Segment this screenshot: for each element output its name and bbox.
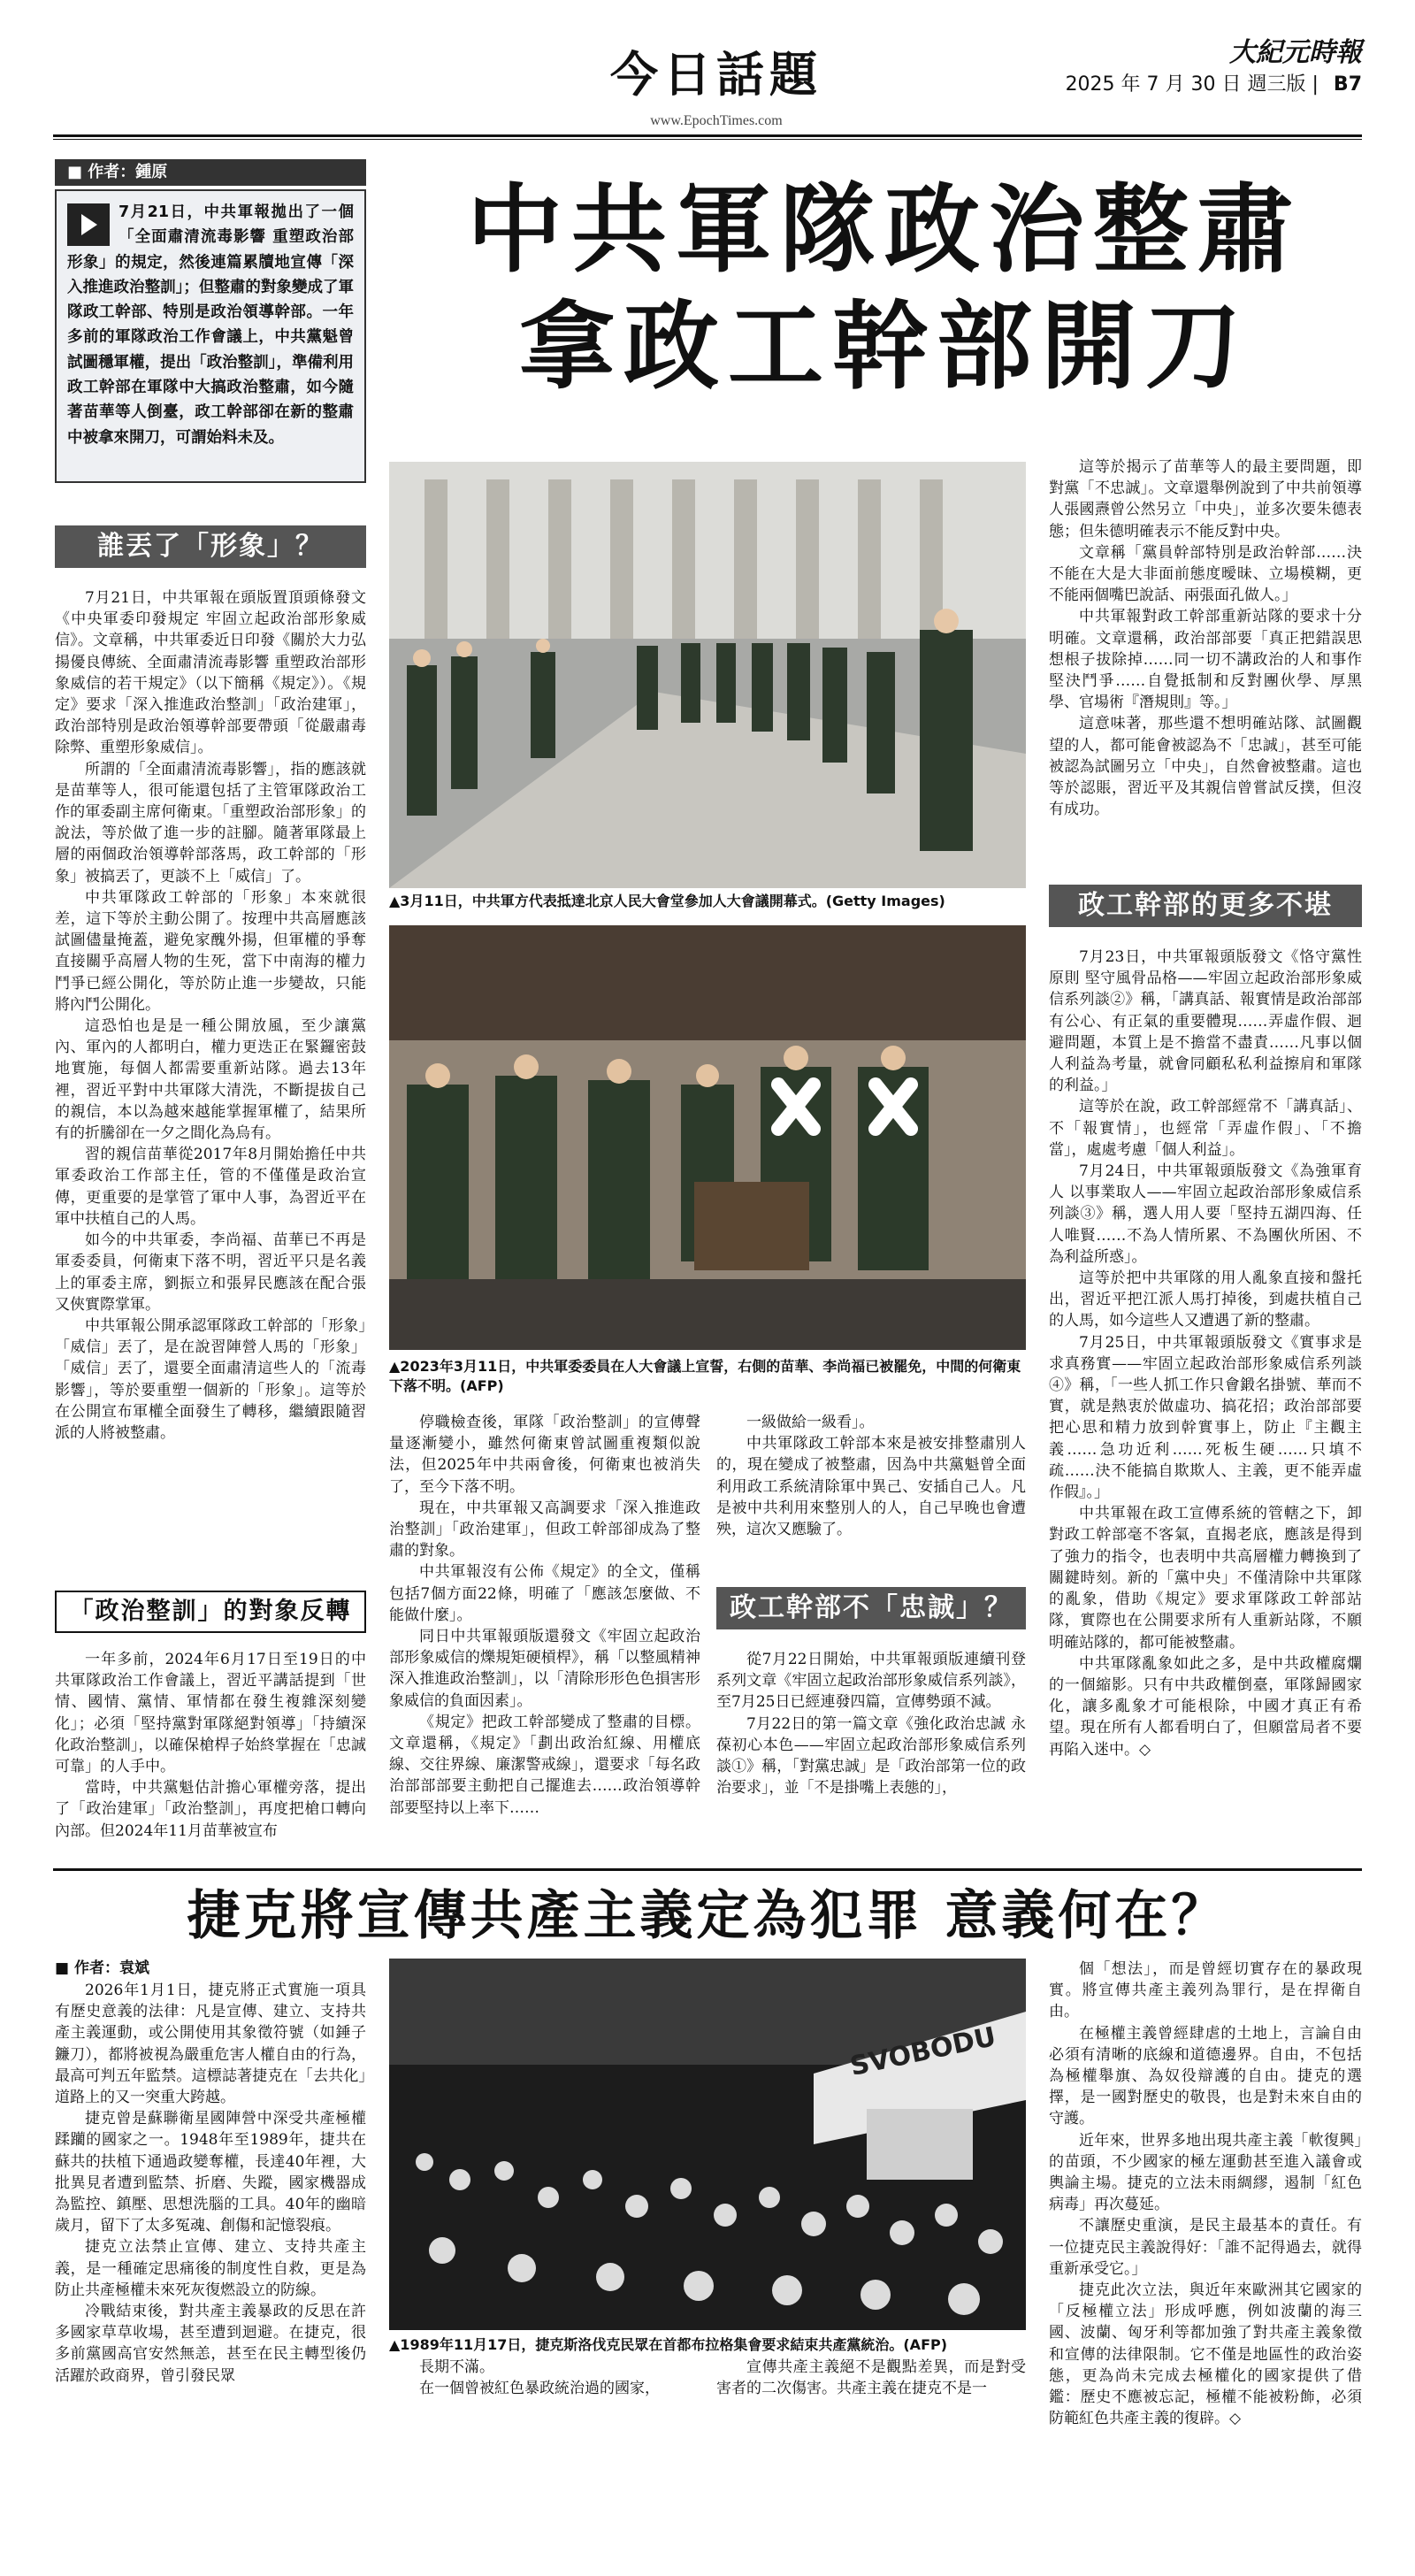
photo-great-hall-image [389,462,1026,888]
lead-box [55,189,366,483]
paragraph: 中共軍報公開承認軍隊政工幹部的「形象」「威信」丟了，是在說習陣營人馬的「形象」「威信」丟了，還要全面肅清這些人的「流毒影響」，等於要重塑一個新的「形象」。這等於在公開宣布軍權全面發生了轉移，繼續跟隨習派的人將被整肅。 [55,1316,366,1442]
article2-headline: 捷克將宣傳共產主義定為犯罪 意義何在？ [187,1885,1228,1947]
paragraph: 7月21日，中共軍報在頭版置頂頭條發文《中央軍委印發規定 牢固立起政治部形象威信》。文章稱，中共軍委近日印發《關於大力弘揚優良傳統、全面肅清流毒影響 重塑政治部形象威信的若干規定》（以下簡稱《規定》）。《規定》要求「深入推進政治整訓」「政治建軍」，政治部特別是政治領導幹部要帶頭「從嚴肅毒除弊、重塑形象威信」。 [55,589,366,757]
paragraph: 中共軍隊政工幹部本來是被安排整肅別人的，現在變成了被整肅，因為中共黨魁曾全面利用政工系統清除軍中異己、安插自己人。凡是被中共利用來整別人的人，自己早晚也會遭殃，這次又應驗了。 [716,1435,1026,1539]
photo-oath-image [389,925,1026,1350]
paragraph: 如今的中共軍委，李尚福、苗華已不再是軍委委員，何衛東下落不明，習近平只是名義上的軍委主席，劉振立和張昇民應該在配合張又俠實際掌軍。 [55,1231,366,1314]
article2-column-c [716,2357,1026,2399]
header-rule [53,134,1362,137]
paragraph: 長期不滿。 [419,2358,494,2376]
paragraph: 所謂的「全面肅清流毒影響」，指的應該就是苗華等人，很可能還包括了主管軍隊政治工作的軍委副主席何衛東。「重塑政治部形象」的說法，等於做了進一步的註腳。隨著軍隊最上層的兩個政治領導幹部落馬，政工幹部的「形象」被搞丟了，更談不上「威信」了。 [55,760,366,886]
site-url[interactable]: www.EpochTimes.com [650,113,783,128]
paragraph: 停職檢查後，軍隊「政治整訓」的宣傳聲量逐漸變小，雖然何衛東曾試圖重複類似說法，但2025年中共兩會後，何衛東也被消失了，至今下落不明。 [389,1414,700,1496]
paragraph: 7月22日的第一篇文章《強化政治忠誠 永葆初心本色——牢固立起政治部形象威信系列談①》稱，「對黨忠誠」是「政治部第一位的政治要求」，並「不是掛嘴上表態的」， [716,1714,1026,1798]
paragraph: 一年多前，2024年6月17日至19日的中共軍隊政治工作會議上，習近平講話提到「世情、國情、黨情、軍情都在發生複雜深刻變化」；必須「堅持黨對軍隊絕對領導」「持續深化政治整訓」，以確保槍桿子始終掌握在「忠誠可靠」的人手中。 [55,1651,366,1776]
paragraph: 這等於在說，政工幹部經常不「講真話」、不「報實情」，也經常「弄虛作假」、「不擔當」，處處考慮「個人利益」。 [1049,1098,1362,1159]
paragraph: 中共軍報沒有公佈《規定》的全文，僅稱包括7個方面22條，明確了「應該怎麼做、不能做什麼」。 [389,1563,700,1624]
column-b [389,1412,700,1819]
paragraph: 個「想法」，而是曾經切實存在的暴政現實。將宣傳共產主義列為罪行，是在捍衛自由。 [1049,1960,1362,2021]
paragraph: 冷戰結束後，對共產主義暴政的反思在許多國家草草收場，甚至遭到迴避。在捷克，很多前黨國高官安然無恙，甚至在民主轉型後仍活躍於政商界，曾引發民眾 [55,2303,366,2385]
article2-photo-caption: ▲1989年11月17日，捷克斯洛伐克民眾在首都布拉格集會要求結束共產黨統治。(AFP) [389,2336,948,2353]
article-divider [53,1868,1362,1871]
author-tag: ■ 作者：鍾原 [55,159,366,186]
column-d2 [1049,947,1362,1760]
lead-text: 7月21日，中共軍報拋出了一個「全面肅清流毒影響 重塑政治部形象」的規定，然後連篇累牘地宣傳「深入推進政治整訓」；但整肅的對象變成了軍隊政工幹部、特別是政治領導幹部。一年多前的軍隊政治工作會議上，中共黨魁曾試圖穩軍權，提出「政治整訓」，準備利用政工幹部在軍隊中大搞政治整肅，如今隨著苗華等人倒臺，政工幹部卻在新的整肅中被拿來開刀，可謂始料未及。 [67,203,354,447]
photo-great-hall [389,462,1026,888]
column-c [716,1412,1026,1540]
paragraph: 宣傳共產主義絕不是觀點差異，而是對受害者的二次傷害。共產主義在捷克不是一 [716,2358,1026,2398]
column-a [55,587,366,1444]
paragraph: 中共軍報對政工幹部重新站隊的要求十分明確。文章還稱，政治部部要「真正把錯誤思想根子拔除掉……同一切不講政治的人和事作堅決鬥爭……自覺抵制和反對團伙學、厚黑學、官場術『潛規則』等。」 [1049,608,1362,712]
date-text: 2025 年 7 月 30 日 週三版 [1065,73,1306,96]
banner-text: SVOBODU [847,2020,999,2083]
article2-column-d [1049,1959,1362,2429]
photo-prague-rally [389,1959,1026,2330]
paragraph: 《規定》把政工幹部變成了整肅的目標。文章還稱，《規定》「劃出政治紅線、用權底線、交往界線、廉潔警戒線」，還要求「每名政治部部部要主動把自己擺進去……政治領導幹部要堅持以上率下…… [389,1713,700,1817]
header-rule-thin [53,139,1362,140]
paragraph: 中共軍隊政工幹部的「形象」本來就很差，這下等於主動公開了。按理中共高層應該試圖儘量掩蓋，避免家醜外揚，但軍權的爭奪直接關乎高層人物的生死，當下中南海的權力鬥爭已經公開化，等於防止進一步變故，只能將內鬥公開化。 [55,888,366,1014]
paragraph: 捷克此次立法，與近年來歐洲其它國家的「反極權立法」形成呼應，例如波蘭的海三國、波蘭、匈牙利等都加強了對共產主義象徵和宣傳的法律限制。它不僅是地區性的政治姿態，更為尚未完成去極權化的國家提供了借鑑：歷史不應被忘記，極權不能被粉飾，必須防範紅色共產主義的復辟。◇ [1049,2281,1362,2428]
paragraph: 一級做給一級看」。 [746,1414,875,1431]
newspaper-logo: 大紀元時報 [1229,37,1362,68]
paragraph: 不讓歷史重演，是民主最基本的責任。有一位捷克民主義說得好：「誰不記得過去，就得重新承受它。」 [1049,2217,1362,2278]
paragraph: 捷克立法禁止宣傳、建立、支持共產主義，是一種確定思痛後的制度性自救，更是為防止共產極權未來死灰復燃設立的防線。 [55,2238,366,2299]
section-title: 今日話題 [610,47,822,103]
photo-caption-1: ▲3月11日，中共軍方代表抵達北京人民大會堂參加人大會議開幕式。(Getty Images) [389,893,945,909]
article2-column-a [55,1980,366,2387]
column-d1 [1049,456,1362,820]
photo-prague-rally-image [389,1959,1026,2330]
paragraph: 捷克曾是蘇聯衛星國陣營中深受共產極權蹂躪的國家之一。1948年至1989年，捷共在蘇共的扶植下通過政變奪權，長達40年裡，大批異見者遭到監禁、折磨、失蹤，國家機器成為監控、鎮壓、思想洗腦的工具。40年的幽暗歲月，留下了太多冤魂、創傷和記憶裂痕。 [55,2110,366,2235]
paragraph: 2026年1月1日，捷克將正式實施一項具有歷史意義的法律：凡是宣傳、建立、支持共產主義運動，或公開使用其象徵符號（如錘子鐮刀），都將被視為嚴重危害人權自由的行為，最高可判五年監禁。這標誌著捷克在「去共化」道路上的又一突重大跨越。 [55,1982,366,2107]
section-header-image: 誰丟了「形象」？ [55,525,366,568]
paragraph: 現在，中共軍報又高調要求「深入推進政治整訓」「政治建軍」，但政工幹部卻成為了整肅的對象。 [389,1499,700,1560]
column-c2 [716,1649,1026,1798]
photo-oath [389,925,1026,1350]
headline-line-2: 拿政工幹部開刀 [518,292,1250,402]
main-headline [389,172,1380,406]
paragraph: 這恐怕也是是一種公開放風，至少讓黨內、軍內的人都明白，權力更迭正在緊鑼密鼓地實施，每個人都需要重新站隊。過去13年裡，習近平對中共軍隊大清洗，不斷提拔自己的親信，本以為越來越能掌握軍權了，結果所有的折騰卻在一夕之間化為烏有。 [55,1017,366,1143]
section-header-loyalty: 政工幹部不「忠誠」？ [716,1587,1026,1629]
paragraph: 同日中共軍報頭版還發文《牢固立起政治部形象威信的爍規矩硬槓桿》，稱「以整風精神深入推進政治整訓」，以「清除形形色色損害形象威信的負面因素」。 [389,1628,700,1710]
paragraph: 在一個曾被紅色暴政統治過的國家， [419,2380,660,2398]
paragraph: 這意味著，那些還不想明確站隊、試圖觀望的人，都可能會被認為不「忠誠」，甚至可能被認為試圖另立「中央」，自然會被整肅。這也等於認賬，習近平及其親信曾嘗試反撲，但沒有成功。 [1049,715,1362,819]
paragraph: 近年來，世界多地出現共產主義「軟復興」的苗頭，不少國家的極左運動甚至進入議會或輿論主場。捷克的立法未雨綢繆，遏制「紅色病毒」再次蔓延。 [1049,2131,1362,2214]
paragraph: 這等於把中共軍隊的用人亂象直接和盤托出，習近平把江派人馬打掉後，到處扶植自己的人馬，如今這些人又遭遇了新的整肅。 [1049,1269,1362,1330]
photo-caption-2: ▲2023年3月11日，中共軍委委員在人大會議上宣誓，右側的苗華、李尚福已被罷免，中間的何衛東下落不明。(AFP) [389,1358,1021,1394]
paragraph: 習的親信苗華從2017年8月開始擔任中共軍委政治工作部主任，管的不僅僅是政治宣傳，更重要的是掌管了軍中人事，為習近平在軍中扶植自己的人馬。 [55,1146,366,1228]
paragraph: 當時，中共黨魁估計擔心軍權旁落，提出了「政治建軍」「政治整訓」，再度把槍口轉向內部。但2024年11月苗華被宣布 [55,1779,366,1840]
paragraph: 中共軍隊亂象如此之多，是中共政權腐爛的一個縮影。只有中共政權倒臺，軍隊歸國家化，讓多亂象才可能根除，中國才真正有希望。現在所有人都看明白了，但願當局者不要再陷入迷中。◇ [1049,1654,1362,1759]
article2-author-name: 作者：袁斌 [73,1959,149,1977]
paragraph: 在極權主義曾經肆虐的土地上，言論自由必須有清晰的底線和道德邊界。自由，不包括為極權舉旗、為奴役辯護的自由。捷克的選擇，是一國對歷史的敬畏，也是對未來自由的守護。 [1049,2024,1362,2128]
column-a2 [55,1649,366,1842]
headline-line-1: 中共軍隊政治整肅 [466,175,1302,286]
paragraph: 7月23日，中共軍報頭版發文《恪守黨性原則 堅守風骨品格——牢固立起政治部形象威信系列談②》稱，「講真話、報實情是政治部部有公心、有正氣的重要體現……弄虛作假、迴避問題，本質上是不擔當不盡責……凡事以個人利益為考量，就會同顧私私利益擦肩和軍隊的利益。」 [1049,948,1362,1095]
play-arrow-icon [67,203,110,246]
paragraph: 中共軍報在政工宣傳系統的管轄之下，卸對政工幹部毫不客氣，直揭老底，應該是得到了強力的指令，也表明中共高層權力轉換到了關鍵時刻。新的「黨中央」不僅清除中共軍隊的亂象，借助《規定》要求軍隊政工幹部站隊，實際也在公開要求所有人重新站隊，不願明確站隊的，都可能被整肅。 [1049,1505,1362,1652]
page-number: B7 [1333,73,1362,96]
author-name: 作者：鍾原 [88,163,168,181]
article2-author: ■ 作者：袁斌 [55,1959,149,1977]
section-header-reversal: 「政治整訓」的對象反轉 [55,1591,366,1633]
paragraph: 這等於揭示了苗華等人的最主要問題，即對黨「不忠誠」。文章還舉例說到了中共前領導人張國燾曾公然另立「中央」，並多次要朱德表態；但朱德明確表示不能反對中央。 [1049,458,1362,540]
paragraph: 從7月22日開始，中共軍報頭版連續刊登系列文章《牢固立起政治部形象威信系列談》，至7月25日已經連發四篇，宣傳勢頭不減。 [716,1651,1026,1712]
paragraph: 文章稱「黨員幹部特別是政治幹部……決不能在大是大非面前態度曖昧、立場模糊，更不能兩個嘴巴說話、兩張面孔做人。」 [1049,543,1362,605]
article2-column-b [389,2357,700,2399]
section-header-more: 政工幹部的更多不堪 [1049,885,1362,927]
issue-date: 2025 年 7 月 30 日 週三版 | B7 [1065,73,1362,96]
paragraph: 7月24日，中共軍報頭版發文《為強軍育人 以事業取人——牢固立起政治部形象威信系列談③》稱，選人用人要「堅持五湖四海、任人唯賢……不為人情所累、不為團伙所困、不為利益所惑」。 [1049,1162,1362,1266]
paragraph: 7月25日，中共軍報頭版發文《實事求是 求真務實——牢固立起政治部形象威信系列談④》稱，「一些人抓工作只會鍛名掛號、華而不實，就是熱衷於做虛功、搞花招；政治部部要把心思和精力放到幹實事上，防止『主觀主義……急功近利……死板生硬……只填不疏……決不能搞自欺欺人、主義，更不能弄虛作假』。」 [1049,1333,1362,1502]
